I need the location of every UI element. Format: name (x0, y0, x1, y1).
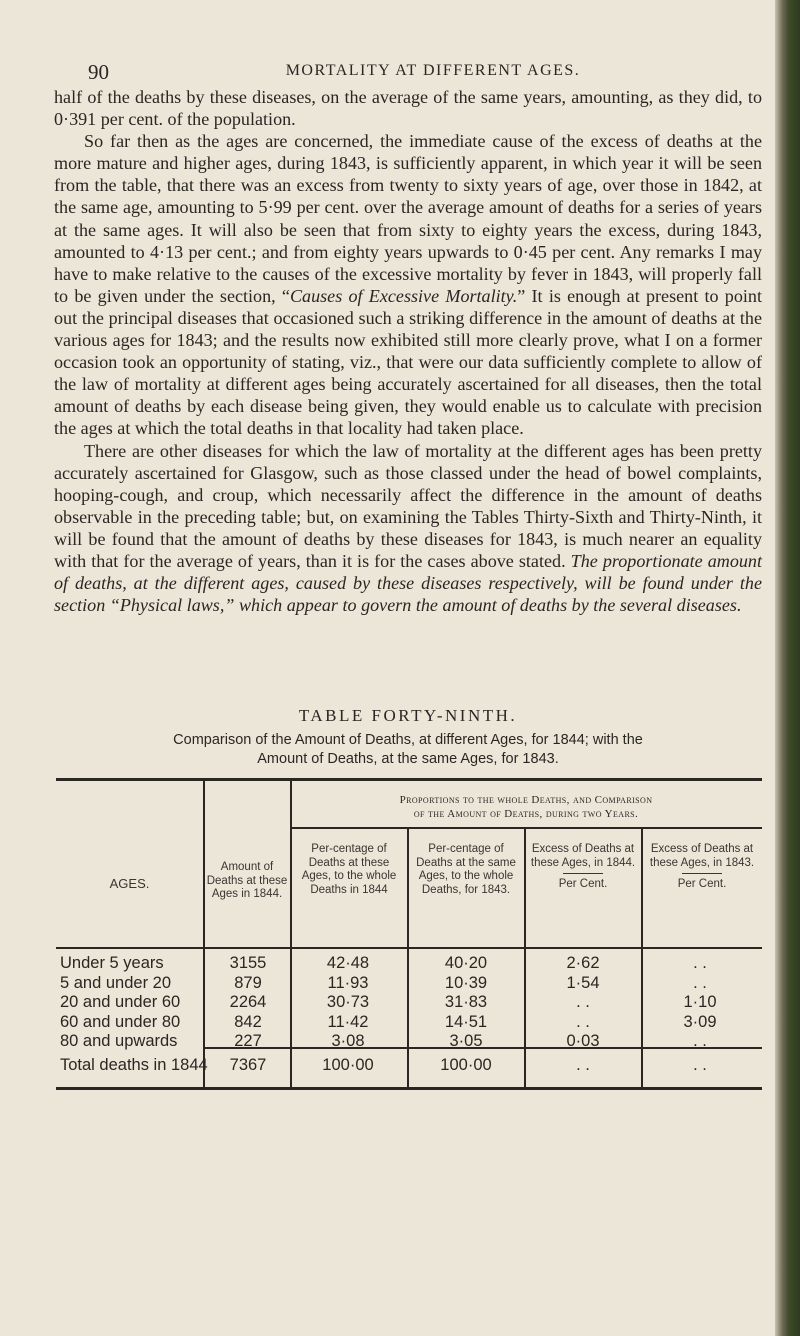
col-header-ages: AGES. (109, 876, 150, 891)
col-header-excess-1844: Excess of Deaths at these Ages, in 1844. Per Cent. (530, 843, 636, 890)
p44-cell: 11·42 (327, 1012, 369, 1031)
e43-cell: 1·10 (683, 993, 717, 1012)
e43-cell: 3·09 (683, 1012, 717, 1031)
table-row (56, 953, 762, 973)
e44-cell: 1·54 (566, 973, 600, 992)
page-header (88, 60, 758, 84)
col-header-amount: Amount of Deaths at these Ages in 1844. (206, 861, 288, 900)
age-cell: 60 and under 80 (60, 1012, 181, 1031)
e44-cell: . . (576, 1012, 590, 1031)
amount-cell: 7367 (229, 1056, 267, 1074)
col-header-pct-1843: Per-centage of Deaths at the same Ages, to the whole Deaths, for 1843. (416, 843, 516, 896)
adjacent-page-edge (775, 0, 800, 1336)
e44-cell: . . (576, 1056, 590, 1074)
p44-cell: 42·48 (326, 954, 370, 972)
col-header-pct-1844: Per-centage of Deaths at these Ages, to the whole Deaths in 1844 (301, 843, 397, 896)
page-number: 90 (88, 60, 109, 84)
col-header-excess-1843: Excess of Deaths at these Ages, in 1843. Per Cent. (649, 843, 755, 890)
amount-cell: 842 (234, 1012, 262, 1031)
table-title: TABLE FORTY-NINTH. (298, 706, 518, 725)
header-rule (56, 947, 762, 949)
p43-cell: 40·20 (444, 954, 488, 972)
paragraph-1: half of the deaths by these diseases, on the average of the same years, amounting, as they did, to 0·391 per cent. of the population. (54, 87, 762, 130)
table-total-row (56, 1055, 762, 1075)
e44-cell: . . (576, 993, 590, 1012)
amount-cell: 2264 (229, 993, 267, 1012)
mortality-table (56, 778, 762, 1090)
spanning-header: Proportions to the whole Deaths, and Comparison of the Amount of Deaths, during two Years. (399, 794, 653, 820)
unit-label: Per Cent. (677, 878, 727, 890)
p43-cell: 100·00 (440, 1056, 492, 1074)
section-title-italic: Causes of Excessive Mortality. (289, 285, 518, 306)
p44-cell: 11·93 (327, 973, 369, 992)
e43-cell: . . (693, 1032, 707, 1051)
italic-conclusion: The proportionate amount of deaths, at the different ages, caused by these diseases respectively, will be found under the section “Physical laws,” which appear to govern the amount of deaths by the several diseases. (54, 550, 762, 616)
p44-cell: 30·73 (326, 993, 370, 1012)
amount-cell: 879 (234, 973, 262, 992)
e43-cell: . . (693, 1056, 707, 1074)
age-cell: 5 and under 20 (60, 973, 172, 992)
body-text (54, 86, 762, 616)
table-row (56, 1031, 762, 1051)
e44-cell: 0·03 (566, 1032, 600, 1051)
table-row (56, 973, 762, 993)
table-row (56, 1012, 762, 1032)
unit-rule (563, 873, 603, 874)
p43-cell: 10·39 (444, 973, 488, 992)
amount-cell: 3155 (229, 954, 267, 972)
p43-cell: 14·51 (444, 1012, 488, 1031)
e44-cell: 2·62 (566, 954, 600, 972)
age-cell: 80 and upwards (60, 1032, 178, 1051)
age-cell: Total deaths in 1844 (60, 1056, 208, 1074)
running-head: MORTALITY AT DIFFERENT AGES. (285, 62, 581, 79)
age-cell: 20 and under 60 (60, 993, 181, 1012)
amount-cell: 227 (234, 1032, 262, 1051)
p44-cell: 100·00 (322, 1056, 374, 1074)
p44-cell: 3·08 (331, 1032, 365, 1051)
p43-cell: 31·83 (444, 993, 488, 1012)
unit-rule (682, 873, 722, 874)
paragraph-2: So far then as the ages are concerned, the immediate cause of the excess of deaths at the more mature and higher ages, during 1843, is sufficiently apparent, in which year it will be seen from the table, that there was an excess from twenty to sixty years of age, over those in 1842, at the same age, amounting to 5·99 per cent. over the average amount of deaths for a series of years at the same ages. It will also be seen that from sixty to eighty years the excess, during 1843, amounted to 4·13 per cent.; and from eighty years upwards to 0·45 per cent. Any remarks I may have to make relative to the causes of the excessive mortality by fever in 1843, will properly fall to be given under the section, “Causes of Excessive Mortality.” It is enough at present to point out the principal diseases that occasioned such a striking difference in the amount of deaths at the various ages for 1843; and the results now exhibited still more clearly prove, what I on a former occasion took an opportunity of stating, viz., that were our data sufficiently complete to allow of the law of mortality at different ages being accurately ascertained for all diseases, then the total amount of deaths by each disease being given, they would enable us to calculate with precision the ages at which the total deaths in that locality had taken place. (54, 131, 762, 439)
table-row (56, 992, 762, 1012)
paragraph-3: There are other diseases for which the law of mortality at the different ages has been pretty accurately ascertained for Glasgow, such as those classed under the head of bowel complaints, hooping-cough, and croup, which necessarily affect the difference in the amount of deaths observable in the preceding table; but, on examining the Tables Thirty-Sixth and Thirty-Ninth, it will be found that the amount of deaths by these diseases for 1843, is much nearer an equality with that for the average of years, than it is for the cases above stated. The proportionate amount of deaths, at the different ages, caused by these diseases respectively, will be found under the section “Physical laws,” which appear to govern the amount of deaths by the several diseases. (54, 440, 762, 616)
e43-cell: . . (693, 973, 707, 992)
table-caption: Comparison of the Amount of Deaths, at different Ages, for 1844; with the Amount of Deaths, at the same Ages, for 1843. (173, 732, 643, 767)
unit-label: Per Cent. (558, 878, 608, 890)
age-cell: Under 5 years (60, 954, 164, 972)
header-rule (290, 827, 762, 829)
e43-cell: . . (693, 954, 707, 972)
p43-cell: 3·05 (449, 1032, 483, 1051)
